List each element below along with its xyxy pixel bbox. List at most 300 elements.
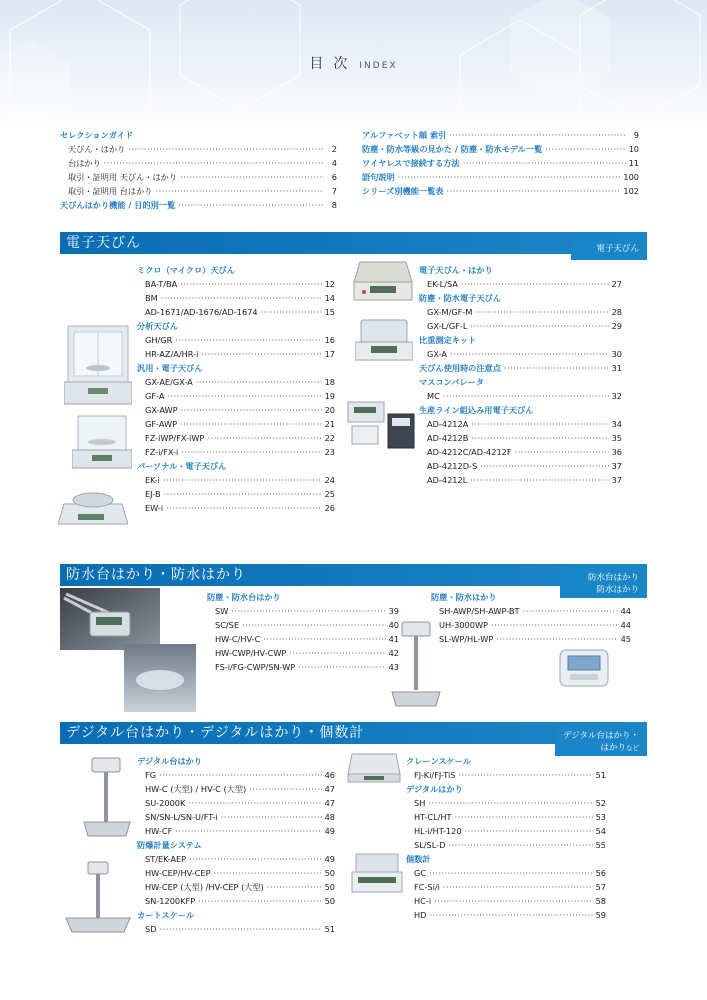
toc-page: 54 — [595, 826, 606, 836]
toc-page: 45 — [620, 634, 631, 644]
section3-right — [406, 754, 606, 922]
toc-page: 47 — [324, 798, 335, 808]
category-heading[interactable]: クレーンスケール — [406, 756, 471, 766]
page-title-en: INDEX — [359, 61, 398, 71]
waterproof-scale-image — [556, 646, 612, 696]
leader-dots — [180, 417, 322, 431]
toc-row[interactable] — [362, 142, 639, 156]
toc-label: SD — [145, 924, 157, 934]
toc-row[interactable] — [362, 184, 639, 198]
toc-label: HW-CEP/HV-CEP — [145, 868, 211, 878]
toc-page: 31 — [611, 363, 622, 373]
toc-label: GX-AE/GX-A — [145, 377, 193, 387]
section-tag-line2: 防水はかり — [596, 585, 639, 595]
leader-dots — [175, 824, 321, 838]
section-tag — [571, 238, 647, 260]
leader-dots — [398, 170, 621, 184]
toc-row[interactable] — [137, 445, 335, 459]
toc-label: FS-i/FG-CWP/SN-WP — [215, 662, 296, 672]
toc-row[interactable] — [419, 361, 622, 375]
toc-row[interactable] — [137, 824, 335, 838]
category-heading[interactable]: 防爆計量システム — [137, 840, 202, 850]
toc-label: HR-AZ/A/HR-i — [145, 349, 199, 359]
toc-row[interactable] — [431, 618, 631, 632]
leader-dots — [161, 291, 322, 305]
leader-dots — [231, 604, 385, 618]
section-tag-line1: デジタル台はかり・ — [563, 731, 639, 741]
toc-row[interactable] — [406, 824, 606, 838]
leader-dots — [450, 347, 609, 361]
leader-dots — [463, 156, 626, 170]
toc-row[interactable] — [419, 305, 622, 319]
personal-balance-image — [58, 484, 128, 534]
platform-scale-image — [390, 618, 442, 718]
toc-label: FG — [145, 770, 157, 780]
category-heading[interactable]: 比重測定キット — [419, 335, 477, 345]
leader-dots — [448, 838, 592, 852]
toc-page: 34 — [611, 419, 622, 429]
leader-dots — [515, 445, 609, 459]
category-heading[interactable]: パーソナル・電子天びん — [137, 461, 227, 471]
leader-dots — [159, 768, 322, 782]
section2-left — [207, 590, 399, 674]
toc-page: 59 — [595, 910, 606, 920]
leader-dots — [458, 768, 592, 782]
toc-row[interactable] — [406, 768, 606, 782]
toc-row[interactable] — [419, 417, 622, 431]
section1-left — [137, 263, 335, 515]
toc-label: SL/SL-D — [414, 840, 446, 850]
leader-dots — [221, 810, 322, 824]
toc-label: GF-A — [145, 391, 165, 401]
toc-page: 37 — [611, 461, 622, 471]
toc-page: 43 — [388, 662, 399, 672]
toc-row[interactable] — [60, 170, 337, 184]
toc-label: EJ-B — [145, 489, 161, 499]
toc-page: 46 — [324, 770, 335, 780]
toc-page: 51 — [595, 770, 606, 780]
leader-dots — [289, 646, 385, 660]
toc-row[interactable] — [406, 880, 606, 894]
toc-page: 50 — [324, 882, 335, 892]
toc-page: 51 — [324, 924, 335, 934]
section1-right — [419, 263, 622, 487]
leader-dots — [446, 184, 620, 198]
toc-label: SU-2000K — [145, 798, 186, 808]
toc-label: FZ-iWP/FX-iWP — [145, 433, 205, 443]
section-tag — [555, 726, 647, 756]
toc-page: 50 — [324, 868, 335, 878]
toc-row[interactable] — [419, 347, 622, 361]
toc-page: 22 — [324, 433, 335, 443]
leader-dots — [104, 156, 324, 170]
section-title: 防水台はかり・防水はかり — [66, 567, 246, 583]
toc-label: 天びん・はかり — [68, 144, 126, 154]
production-line-balance-image — [344, 398, 418, 460]
toc-page: 48 — [324, 812, 335, 822]
toc-page: 52 — [595, 798, 606, 808]
toc-label: GF-AWP — [145, 419, 178, 429]
leader-dots — [175, 333, 321, 347]
toc-label: ST/EK-AEP — [145, 854, 187, 864]
toc-page: 36 — [611, 447, 622, 457]
toc-label: SC/SE — [215, 620, 240, 630]
leader-dots — [178, 198, 324, 212]
toc-top-left — [60, 128, 337, 212]
toc-page: 26 — [324, 503, 335, 513]
toc-page: 27 — [611, 279, 622, 289]
toc-page: 8 — [331, 200, 337, 210]
toc-row[interactable] — [60, 184, 337, 198]
category-heading[interactable]: 防塵・防水台はかり — [207, 592, 281, 602]
leader-dots — [167, 389, 321, 403]
toc-label: EK-i — [145, 475, 160, 485]
leader-dots — [267, 880, 322, 894]
toc-label: AD-4212C/AD-4212F — [427, 447, 512, 457]
toc-page: 56 — [595, 868, 606, 878]
category-heading[interactable]: 分析天びん — [137, 321, 178, 331]
section-title: デジタル台はかり・デジタルはかり・個数計 — [66, 725, 365, 741]
toc-page: 49 — [324, 826, 335, 836]
toc-label: GX-M/GF-M — [427, 307, 473, 317]
toc-label: FJ-Ki/FJ-TiS — [414, 770, 456, 780]
toc-row[interactable] — [137, 866, 335, 880]
toc-page: 14 — [324, 293, 335, 303]
toc-page: 17 — [324, 349, 335, 359]
toc-page: 42 — [388, 648, 399, 658]
toc-page: 39 — [388, 606, 399, 616]
toc-row[interactable] — [406, 866, 606, 880]
toc-row[interactable] — [137, 501, 335, 515]
toc-row[interactable] — [419, 319, 622, 333]
toc-label: 台はかり — [68, 158, 101, 168]
leader-dots — [181, 445, 321, 459]
leader-dots — [475, 305, 608, 319]
toc-label: SH-AWP/SH-AWP-BT — [439, 606, 520, 616]
toc-row[interactable] — [431, 632, 631, 646]
toc-row[interactable] — [60, 142, 337, 156]
toc-row[interactable] — [137, 333, 335, 347]
toc-row[interactable] — [406, 796, 606, 810]
toc-row[interactable] — [207, 660, 399, 674]
toc-row[interactable] — [137, 305, 335, 319]
toc-page: 21 — [324, 419, 335, 429]
toc-page: 47 — [324, 784, 335, 794]
toc-label: GX-L/GF-L — [427, 321, 468, 331]
toc-label: HW-C (大型) / HV-C (大型) — [145, 784, 247, 794]
toc-row[interactable] — [406, 838, 606, 852]
toc-top-right — [362, 128, 639, 198]
leader-dots — [180, 277, 321, 291]
crane-scale-image — [346, 750, 402, 790]
toc-row[interactable] — [419, 277, 622, 291]
leader-dots — [128, 142, 324, 156]
toc-row[interactable] — [60, 156, 337, 170]
leader-dots — [201, 347, 321, 361]
page-title — [0, 53, 707, 73]
leader-dots — [163, 473, 322, 487]
toc-page: 10 — [628, 144, 639, 154]
toc-page: 4 — [331, 158, 337, 168]
leader-dots — [455, 810, 593, 824]
leader-dots — [198, 894, 321, 908]
leader-dots — [166, 501, 321, 515]
section-tag-small: など — [626, 744, 639, 752]
toc-label: ワイヤレスで接続する方法 — [362, 158, 460, 168]
toc-page: 35 — [611, 433, 622, 443]
toc-page: 20 — [324, 405, 335, 415]
section-tag-text: 電子天びん — [596, 244, 639, 254]
toc-page: 2 — [331, 144, 337, 154]
toc-label: 天びん使用時の注意点 — [419, 363, 501, 373]
leader-dots — [434, 894, 592, 908]
toc-row[interactable] — [137, 403, 335, 417]
toc-label: AD-4212B — [427, 433, 469, 443]
section-bar-waterproof-scale — [60, 564, 647, 586]
section-tag-line1: 防水台はかり — [587, 573, 639, 583]
toc-page: 40 — [388, 620, 399, 630]
toc-row[interactable] — [207, 632, 399, 646]
leader-dots — [429, 866, 593, 880]
toc-row[interactable] — [137, 768, 335, 782]
toc-label: EK-L/SA — [427, 279, 458, 289]
leader-dots — [480, 459, 608, 473]
toc-page: 41 — [388, 634, 399, 644]
leader-dots — [249, 782, 321, 796]
toc-label: HW-CF — [145, 826, 173, 836]
toc-row[interactable] — [137, 810, 335, 824]
leader-dots — [428, 796, 592, 810]
general-balance-image — [72, 412, 132, 476]
toc-page: 37 — [611, 475, 622, 485]
leader-dots — [429, 908, 592, 922]
toc-label: 防塵・防水等級の見かた / 防塵・防水モデル一覧 — [362, 144, 543, 154]
toc-label: MC — [427, 391, 440, 401]
leader-dots — [470, 473, 608, 487]
toc-label: HD — [414, 910, 427, 920]
toc-page: 23 — [324, 447, 335, 457]
toc-page: 44 — [620, 620, 631, 630]
toc-label: SN/SN-L/SN-U/FT-i — [145, 812, 218, 822]
selection-guide-heading[interactable]: セレクションガイド — [60, 130, 134, 140]
toc-page: 25 — [324, 489, 335, 499]
ek-l-scale-image — [352, 256, 414, 310]
leader-dots — [196, 375, 322, 389]
toc-label: 天びんはかり機能 / 目的別一覧 — [60, 200, 176, 210]
toc-page: 28 — [611, 307, 622, 317]
analytical-balance-image — [64, 322, 132, 414]
toc-label: FC-Si/i — [414, 882, 440, 892]
toc-row[interactable] — [362, 170, 639, 184]
category-heading[interactable]: 個数計 — [406, 854, 431, 864]
toc-label: HT-CL/HT — [414, 812, 452, 822]
leader-dots — [491, 618, 618, 632]
toc-row[interactable] — [419, 445, 622, 459]
toc-row[interactable] — [137, 894, 335, 908]
toc-page: 19 — [324, 391, 335, 401]
toc-row[interactable] — [419, 431, 622, 445]
toc-label: BM — [145, 293, 158, 303]
toc-page: 29 — [611, 321, 622, 331]
category-heading[interactable]: デジタルはかり — [406, 784, 463, 794]
toc-page: 102 — [623, 186, 639, 196]
leader-dots — [160, 922, 322, 936]
toc-row[interactable] — [406, 908, 606, 922]
toc-label: FZ-i/FX-i — [145, 447, 179, 457]
toc-label: EW-i — [145, 503, 164, 513]
leader-dots — [242, 618, 386, 632]
leader-dots — [155, 184, 324, 198]
toc-label: HC-i — [414, 896, 432, 906]
toc-row[interactable] — [406, 810, 606, 824]
toc-page: 50 — [324, 896, 335, 906]
leader-dots — [443, 389, 609, 403]
section-tag-line2: はかり — [600, 743, 626, 753]
toc-label: 取引・証明用 台はかり — [68, 186, 153, 196]
toc-label: AD-4212D-S — [427, 461, 478, 471]
leader-dots — [164, 487, 322, 501]
toc-page: 58 — [595, 896, 606, 906]
leader-dots — [471, 417, 608, 431]
toc-row[interactable] — [137, 389, 335, 403]
leader-dots — [461, 277, 609, 291]
toc-row[interactable] — [60, 198, 337, 212]
toc-row[interactable] — [137, 796, 335, 810]
toc-page: 15 — [324, 307, 335, 317]
toc-label: HL-i/HT-120 — [414, 826, 462, 836]
toc-row[interactable] — [137, 782, 335, 796]
category-heading[interactable]: 電子天びん・はかり — [419, 265, 493, 275]
toc-page: 18 — [324, 377, 335, 387]
toc-row[interactable] — [419, 459, 622, 473]
toc-row[interactable] — [406, 894, 606, 908]
toc-page: 7 — [331, 186, 337, 196]
toc-row[interactable] — [137, 375, 335, 389]
toc-label: HW-C/HV-C — [215, 634, 261, 644]
toc-label: アルファベット順 索引 — [362, 130, 447, 140]
leader-dots — [180, 170, 324, 184]
toc-label: GX-A — [427, 349, 447, 359]
toc-page: 12 — [324, 279, 335, 289]
toc-page: 11 — [628, 158, 639, 168]
toc-row[interactable] — [362, 156, 639, 170]
toc-label: GH/GR — [145, 335, 173, 345]
leader-dots — [523, 604, 618, 618]
leader-dots — [443, 880, 593, 894]
toc-page: 24 — [324, 475, 335, 485]
leader-dots — [465, 824, 593, 838]
leader-dots — [214, 866, 322, 880]
toc-row[interactable] — [431, 604, 631, 618]
toc-row[interactable] — [207, 646, 399, 660]
section-bar-electronic-balance — [60, 232, 647, 254]
leader-dots — [263, 632, 385, 646]
toc-page: 32 — [611, 391, 622, 401]
leader-dots — [188, 796, 321, 810]
leader-dots — [504, 361, 609, 375]
toc-label: BA-T/BA — [145, 279, 178, 289]
toc-label: 語句説明 — [362, 172, 395, 182]
leader-dots — [449, 128, 626, 142]
category-heading[interactable]: 生産ライン組込み用電子天びん — [419, 405, 534, 415]
toc-label: HW-CEP (大型) /HV-CEP (大型) — [145, 882, 264, 892]
toc-label: 取引・証明用 天びん・はかり — [68, 172, 178, 182]
toc-row[interactable] — [419, 473, 622, 487]
toc-label: AD-4212A — [427, 419, 469, 429]
toc-page: 6 — [331, 172, 337, 182]
section3-left — [137, 754, 335, 936]
category-heading[interactable]: 防塵・防水電子天びん — [419, 293, 501, 303]
toc-label: UH-3000WP — [439, 620, 488, 630]
toc-row[interactable] — [137, 347, 335, 361]
leader-dots — [189, 852, 321, 866]
toc-row[interactable] — [207, 604, 399, 618]
explosion-proof-scale-image — [64, 860, 132, 942]
toc-label: AD-1671/AD-1676/AD-1674 — [145, 307, 258, 317]
category-heading[interactable]: カートスケール — [137, 910, 195, 920]
toc-row[interactable] — [137, 277, 335, 291]
page-title-ja: 目次 — [309, 56, 358, 72]
toc-page: 53 — [595, 812, 606, 822]
toc-page: 9 — [633, 130, 639, 140]
toc-row[interactable] — [137, 417, 335, 431]
toc-page: 49 — [324, 854, 335, 864]
toc-label: AD-4212L — [427, 475, 468, 485]
leader-dots — [261, 305, 322, 319]
toc-row[interactable] — [137, 922, 335, 936]
leader-dots — [545, 142, 625, 156]
category-heading[interactable]: ミクロ（マイクロ）天びん — [137, 265, 235, 275]
toc-row[interactable] — [137, 473, 335, 487]
toc-row[interactable] — [419, 389, 622, 403]
toc-row[interactable] — [137, 431, 335, 445]
toc-page: 30 — [611, 349, 622, 359]
toc-page: 57 — [595, 882, 606, 892]
leader-dots — [471, 431, 608, 445]
toc-label: SH — [414, 798, 426, 808]
toc-row[interactable] — [137, 852, 335, 866]
digital-platform-scale-image — [82, 756, 132, 844]
toc-label: SL-WP/HL-WP — [439, 634, 494, 644]
toc-label: SN-1200KFP — [145, 896, 196, 906]
counting-scale-image — [350, 852, 404, 900]
category-heading[interactable]: 汎用・電子天びん — [137, 363, 203, 373]
toc-row[interactable] — [207, 618, 399, 632]
toc-row[interactable] — [137, 487, 335, 501]
toc-page: 44 — [620, 606, 631, 616]
toc-label: HW-CWP/HV-CWP — [215, 648, 287, 658]
toc-row[interactable] — [137, 291, 335, 305]
toc-page: 16 — [324, 335, 335, 345]
toc-label: シリーズ別機能一覧表 — [362, 186, 444, 196]
category-heading[interactable]: デジタル台はかり — [137, 756, 203, 766]
category-heading[interactable]: 防塵・防水はかり — [431, 592, 497, 602]
toc-page: 100 — [623, 172, 639, 182]
toc-row[interactable] — [362, 128, 639, 142]
toc-label: GX-AWP — [145, 405, 178, 415]
toc-label: SW — [215, 606, 229, 616]
leader-dots — [496, 632, 617, 646]
toc-page: 55 — [595, 840, 606, 850]
leader-dots — [298, 660, 385, 674]
leader-dots — [470, 319, 608, 333]
section2-right — [431, 590, 631, 646]
leader-dots — [207, 431, 321, 445]
section-title: 電子天びん — [66, 235, 141, 251]
category-heading[interactable]: マスコンパレータ — [419, 377, 484, 387]
water-spray-scale-image — [60, 588, 196, 716]
toc-row[interactable] — [137, 880, 335, 894]
